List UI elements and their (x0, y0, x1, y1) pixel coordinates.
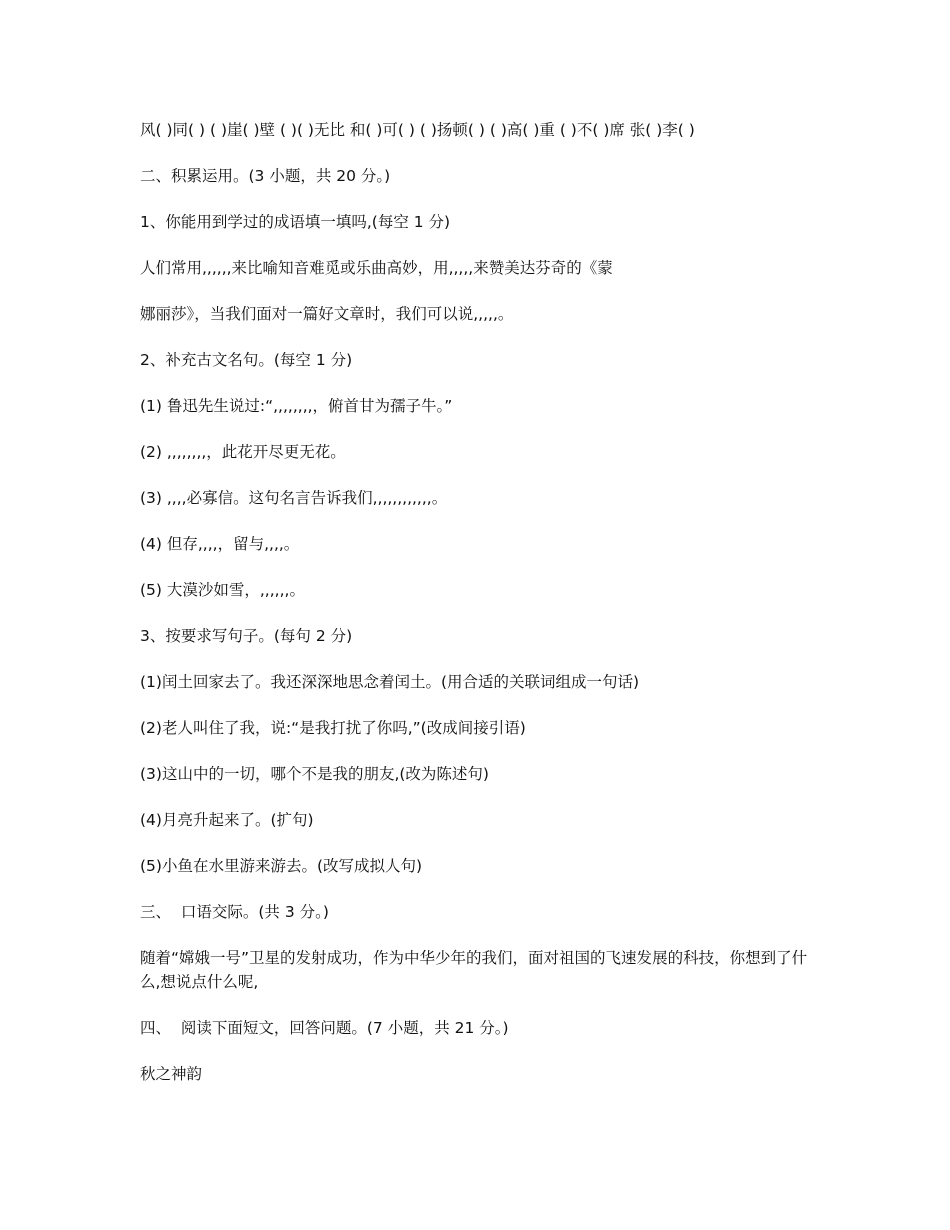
question-3-item-4: (4)月亮升起来了。(扩句) (140, 811, 314, 829)
section-4-heading: 四、 阅读下面短文，回答问题。(7 小题，共 21 分。) (140, 1019, 509, 1037)
question-3-item-5: (5)小鱼在水里游来游去。(改写成拟人句) (140, 857, 423, 875)
question-3-item-2: (2)老人叫住了我，说:“是我打扰了你吗,”(改成间接引语) (140, 719, 526, 737)
question-1-text-line-2: 娜丽莎》，当我们面对一篇好文章时，我们可以说,,,,,。 (140, 305, 514, 323)
document-page (140, 118, 820, 1108)
question-3-heading: 3、按要求写句子。(每句 2 分) (140, 627, 353, 645)
section-2-heading: 二、积累运用。(3 小题，共 20 分。) (140, 167, 391, 185)
idiom-blanks-line: 风( )同( ) ( )崖( )壁 ( )( )无比 和( )可( ) ( )扬顿( ) ( )高( )重 ( )不( )席 张( )李( ) (140, 121, 695, 139)
question-2-heading: 2、补充古文名句。(每空 1 分) (140, 351, 353, 369)
question-2-item-5: (5) 大漠沙如雪，,,,,,,。 (140, 581, 305, 599)
section-3-heading: 三、 口语交际。(共 3 分。) (140, 903, 329, 921)
passage-title: 秋之神韵 (140, 1065, 203, 1083)
question-3-item-3: (3)这山中的一切，哪个不是我的朋友,(改为陈述句) (140, 765, 489, 783)
question-2-item-2: (2) ,,,,,,,,，此花开尽更无花。 (140, 443, 346, 461)
question-2-item-1: (1) 鲁迅先生说过:“,,,,,,,,，俯首甘为孺子牛。” (140, 397, 453, 415)
question-1-heading: 1、你能用到学过的成语填一填吗,(每空 1 分) (140, 213, 451, 231)
question-2-item-4: (4) 但存,,,,，留与,,,,。 (140, 535, 300, 553)
question-1-text-line-1: 人们常用,,,,,,来比喻知音难觅或乐曲高妙，用,,,,,来赞美达芬奇的《蒙 (140, 259, 613, 277)
question-2-item-3: (3) ,,,,必寡信。这句名言告诉我们,,,,,,,,,,,,。 (140, 489, 448, 507)
section-3-prompt: 随着“嫦娥一号”卫星的发射成功，作为中华少年的我们，面对祖国的飞速发展的科技，你想到了什么,想说点什么呢, (140, 949, 808, 991)
question-3-item-1: (1)闰土回家去了。我还深深地思念着闰土。(用合适的关联词组成一句话) (140, 673, 640, 691)
